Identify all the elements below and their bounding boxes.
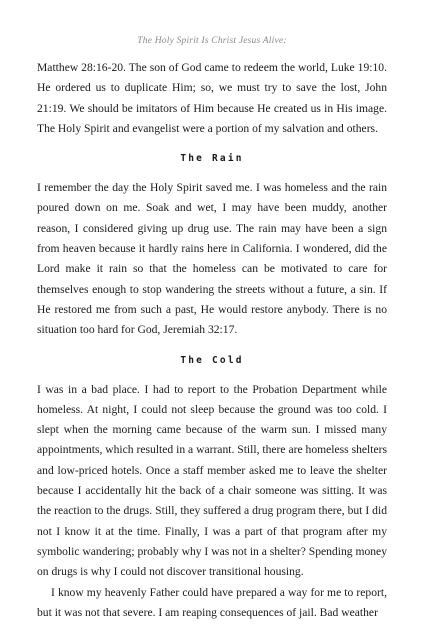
cold-paragraph: I was in a bad place. I had to report to the Probation Department while homeless. At night, I could not sleep because the ground was too cold. I slept when the morning came because of the warm sun. I missed many appointments, which resulted in a warrant. Still, there are homeless shelters and low-priced hotels. Once a staff member asked me to leave the shelter because I accidentally hit the back of a chair someone was sitting. It was the reaction to the drugs. Still, they suffered a drug program there, but I did not I know it at the time. Finally, I was a part of that program after my symbolic wandering; probably why I was not in a shelter? Spending money on drugs is why I could not discover transitional housing. [37,382,387,579]
running-header: The Holy Spirit Is Christ Jesus Alive: [137,36,287,46]
cold-paragraph-continued: I know my heavenly Father could have prepared a way for me to report, but it was not that severe. I am reaping consequences of jail. Bad weather [37,585,387,619]
intro-paragraph: Matthew 28:16-20. The son of God came to redeem the world, Luke 19:10. He ordered us to duplicate Him; so, we must try to save the lost, John 21:19. We should be imitators of Him because He created us in His image. The Holy Spirit and evangelist were a portion of my salvation and others. [37,61,387,135]
rain-paragraph: I remember the day the Holy Spirit saved me. I was homeless and the rain poured down on me. Soak and wet, I may have been muddy, another reason, I considered giving up drug use. The rain may have been a sign from heaven because it hardly rains here in California. I wondered, did the Lord make it rain so that the homeless can be motivated to care for themselves enough to stop wandering the streets without a future, a sin. If He restored me from such a past, He would restore anybody. There is no situation too hard for God, Jeremiah 32:17. [37,181,387,337]
section-heading-cold: The Cold [180,354,244,366]
section-heading-rain: The Rain [180,153,244,165]
book-page [37,36,387,623]
